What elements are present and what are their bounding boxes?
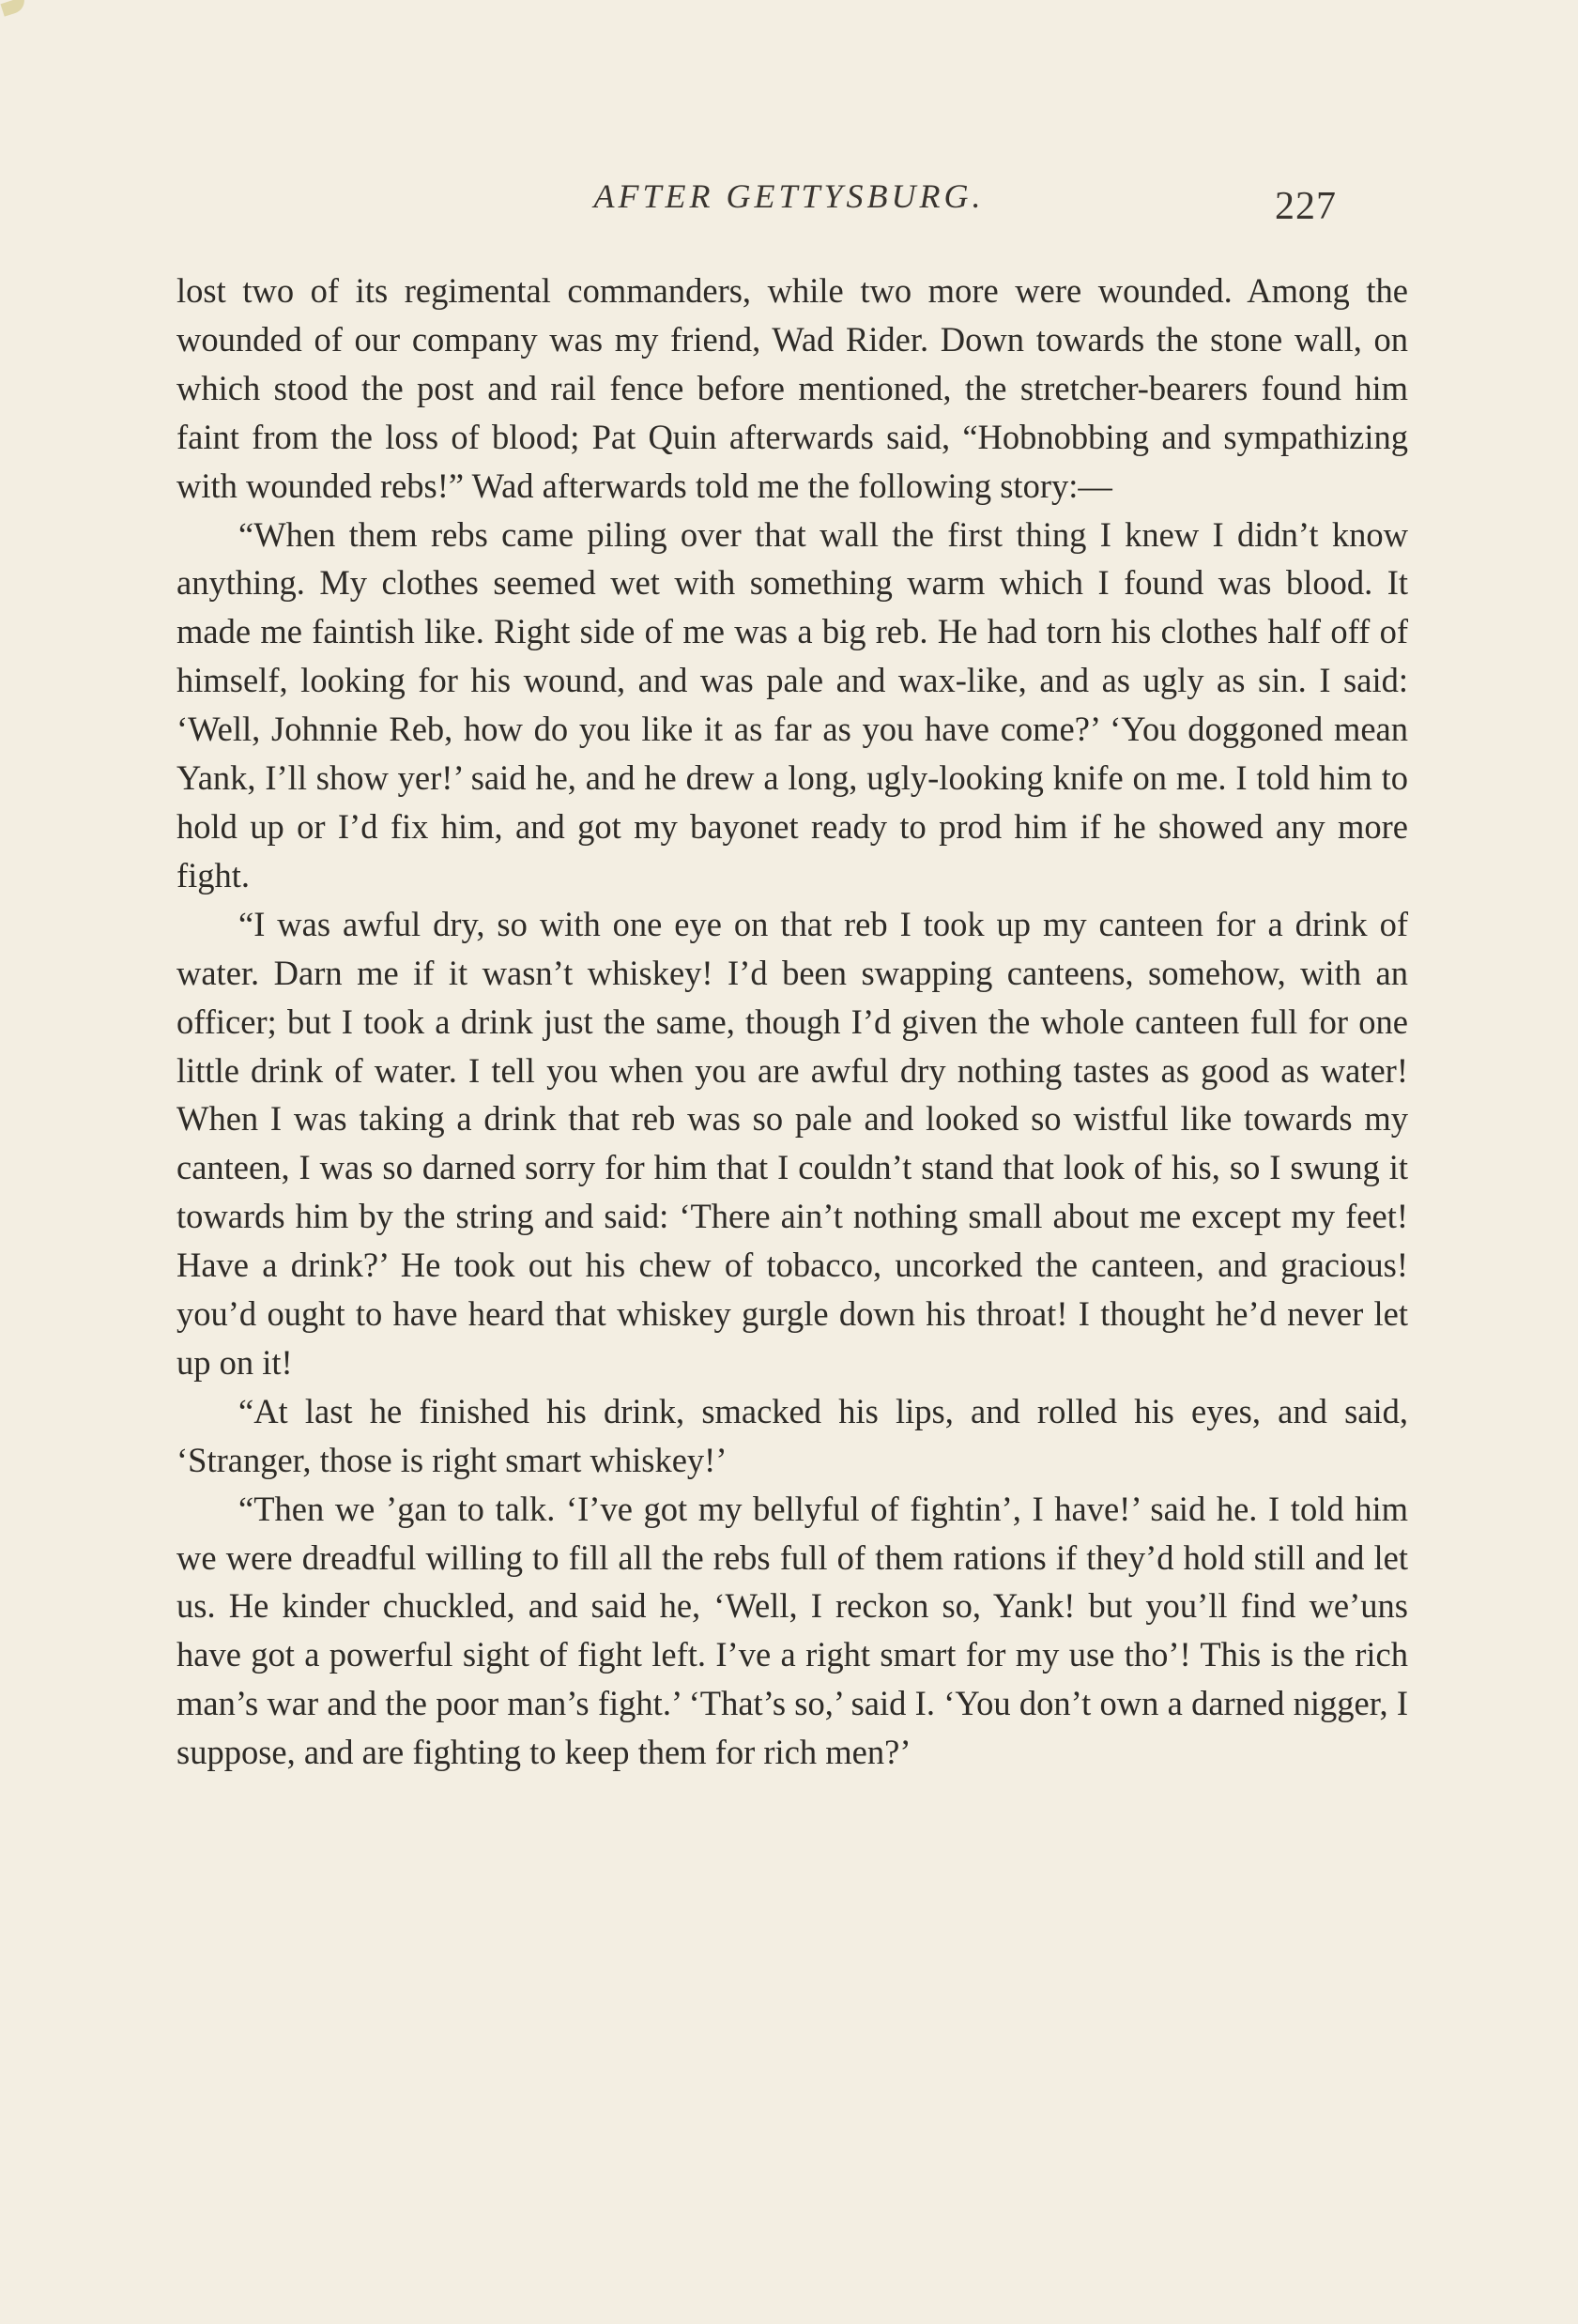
corner-stain xyxy=(0,0,27,17)
paragraph: lost two of its regimental commanders, while two more were wounded. Among the wounded of our company was my friend, Wad Rider. Down towards the stone wall, on which stood the post and rail fence before mentioned, the stretcher-bearers found him faint from the loss of blood; Pat Quin afterwards said, “Hobnobbing and sympathizing with wounded rebs!” Wad afterwards told me the following story:— xyxy=(176,271,1408,505)
paragraph: “When them rebs came piling over that wall the first thing I knew I didn’t know anything. My clothes seemed wet with something warm which I found was blood. It made me faintish like. Right side of me was a big reb. He had torn his clothes half off of himself, looking for his wound, and was pale and wax-like, and as ugly as sin. I said: ‘Well, Johnnie Reb, how do you like it as far as you have come?’ ‘You doggoned mean Yank, I’ll show yer!’ said he, and he drew a long, ugly-looking knife on me. I told him to hold up or I’d fix him, and got my bayonet ready to prod him if he showed any more fight. xyxy=(176,514,1408,894)
paragraph: “I was awful dry, so with one eye on that reb I took up my canteen for a drink of water. Darn me if it wasn’t whiskey! I’d been swapping canteens, somehow, with an officer; but I took a drink just the same, though I’d given the whole canteen full for one little drink of water. I tell you when you are awful dry nothing tastes as good as water! When I was taking a drink that reb was so pale and looked so wistful like towards my canteen, I was so darned sorry for him that I couldn’t stand that look of his, so I swung it towards him by the string and said: ‘There ain’t nothing small about me except my feet! Have a drink?’ He took out his chew of tobacco, uncorked the canteen, and gracious! you’d ought to have heard that whiskey gurgle down his throat! I thought he’d never let up on it! xyxy=(176,904,1408,1382)
body-text xyxy=(176,267,1408,1777)
paragraph: “Then we ’gan to talk. ‘I’ve got my bellyful of fightin’, I have!’ said he. I told him we were dreadful willing to fill all the rebs full of them rations if they’d hold still and let us. He kinder chuckled, and said he, ‘Well, I reckon so, Yank! but you’ll find we’uns have got a powerful sight of fight left. I’ve a right smart for my use tho’! This is the rich man’s war and the poor man’s fight.’ ‘That’s so,’ said I. ‘You don’t own a darned nigger, I suppose, and are fighting to keep them for rich men?’ xyxy=(176,1489,1408,1772)
page-number: 227 xyxy=(1275,185,1337,228)
paragraph: “At last he finished his drink, smacked his lips, and rolled his eyes, and said, ‘Stranger, those is right smart whiskey!’ xyxy=(176,1391,1408,1479)
running-title: AFTER GETTYSBURG. xyxy=(593,177,985,215)
running-head xyxy=(0,167,1578,228)
